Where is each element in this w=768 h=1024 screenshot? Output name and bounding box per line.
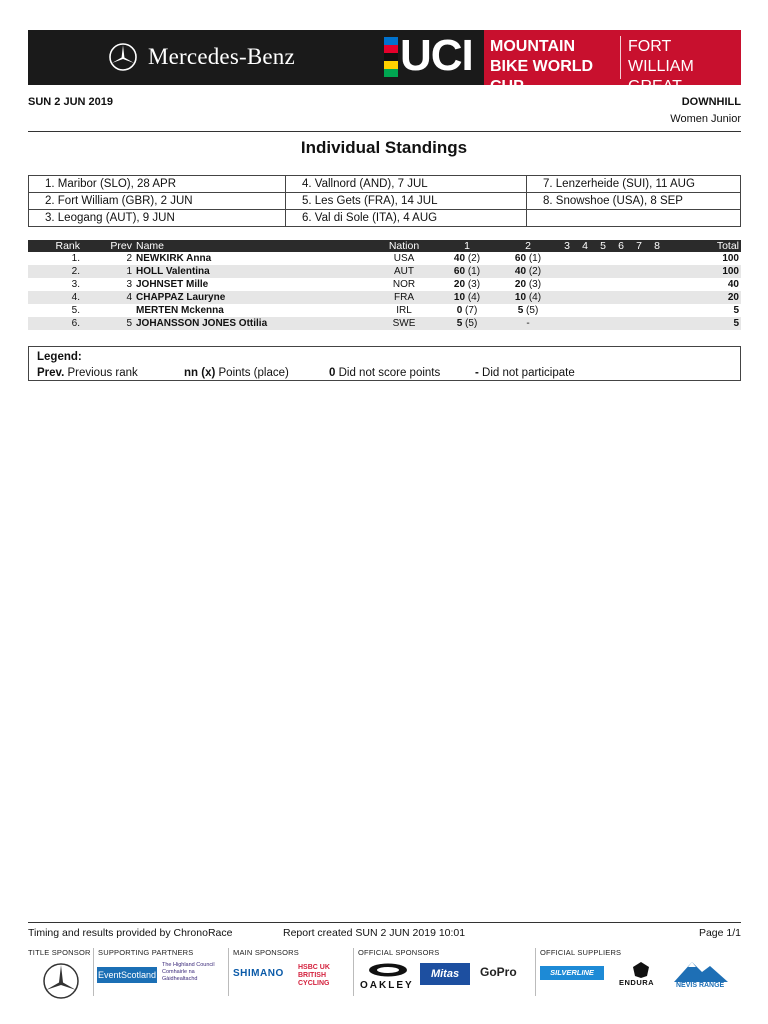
place: (7) [465,305,478,316]
total-points: 100 [722,253,739,264]
events-row [29,176,741,193]
place: (4) [467,292,481,303]
prev-rank: 4 [80,291,132,304]
sponsor-label: OFFICIAL SPONSORS [358,948,440,957]
col-header-round-7: 7 [630,240,648,252]
points: 20 [453,279,466,290]
col-header-round-6: 6 [612,240,630,252]
table-row [28,304,741,317]
total-points: 100 [666,265,741,278]
legend [28,346,741,381]
table-row [28,317,741,330]
sponsor-separator [535,948,536,996]
rider-name: CHAPPAZ Lauryne [132,291,372,304]
nation: IRL [396,305,412,316]
endura-logo: ENDURA [619,978,655,987]
legend-item [475,367,575,379]
event-cell: 8. Snowshoe (USA), 8 SEP [527,193,741,210]
round-1-result [436,278,498,291]
nation: SWE [372,317,436,330]
oakley-logo: OAKLEY [360,980,414,991]
col-header-total: Total [666,240,741,252]
sponsor-label: TITLE SPONSOR [28,948,91,957]
col-header-round-4: 4 [576,240,594,252]
points: 60 [453,266,466,277]
place: (4) [528,292,542,303]
eventscotland-logo: EventScotland [97,967,157,983]
event-cell: 3. Leogang (AUT), 9 JUN [29,210,286,227]
points: 10 [453,292,466,303]
col-header-name: Name [132,240,372,252]
round-1-result [436,265,498,278]
col-header-round-3: 3 [558,240,576,252]
category: Women Junior [670,113,741,125]
place: (3) [528,279,542,290]
total-points: 5 [733,305,739,316]
table-row [28,278,741,291]
divider [28,131,741,132]
venue-title: FORT WILLIAM GREAT BRITAIN [628,38,694,115]
points: 5 [517,305,524,316]
footer-divider [28,922,741,923]
legend-key: nn (x) [184,367,216,379]
nation: USA [393,253,415,264]
place: (2) [467,253,481,264]
sponsor-separator [228,948,229,996]
sponsor-separator [93,948,94,996]
place: (1) [467,266,481,277]
highland-council-logo: The Highland Council Comhairle na Gàidhealtachd [162,962,215,982]
page-title: Individual Standings [300,138,468,157]
table-row [28,265,741,278]
total-points: 5 [666,317,741,330]
rank: 6. [28,317,80,330]
points: - [526,318,530,329]
nation: NOR [392,279,416,290]
uci-rainbow-stripes [384,37,398,77]
legend-text: Did not participate [482,367,575,379]
mercedes-star-logo [108,42,138,72]
sponsor-label: SUPPORTING PARTNERS [98,948,194,957]
legend-key: - [475,367,479,379]
points: 5 [456,318,463,329]
rank: 2. [28,265,80,278]
col-header-round-2: 2 [498,240,558,252]
round-2-result [498,291,558,304]
legend-text: Points (place) [218,367,289,379]
events-table [28,175,741,227]
standings-table [28,240,741,330]
col-header-rank: Rank [28,240,80,252]
rider-name: NEWKIRK Anna [136,253,212,264]
legend-title: Legend: [37,351,82,363]
rank: 3. [71,279,80,290]
standings-header-row [28,240,741,252]
race-date: SUN 2 JUN 2019 [28,96,113,108]
col-header-prev: Prev [80,240,132,252]
report-created: Report created SUN 2 JUN 2019 10:01 [283,927,466,939]
place: (1) [528,253,542,264]
round-2-result [498,252,558,265]
event-cell: 4. Vallnord (AND), 7 JUL [286,176,527,193]
discipline: DOWNHILL [681,96,741,108]
points: 40 [514,266,527,277]
col-header-round-5: 5 [594,240,612,252]
total-points: 40 [727,279,739,290]
rider-name: JOHANSSON JONES Ottilia [132,317,372,330]
silverline-logo: SILVERLINE [540,966,604,980]
rank: 1. [71,253,80,264]
place: (5) [526,305,539,316]
col-header-nation: Nation [372,240,436,252]
total-points: 20 [666,291,741,304]
round-2-result [498,304,558,317]
shimano-logo: SHIMANO [233,968,284,979]
prev-rank: 1 [80,265,132,278]
event-cell: 6. Val di Sole (ITA), 4 AUG [286,210,527,227]
event-cell [527,210,741,227]
legend-key: Prev. [37,367,65,379]
legend-key: 0 [329,367,336,379]
round-1-result [436,252,498,265]
series-title: MOUNTAIN BIKE WORLD CUP [490,38,594,95]
rider-name: JOHNSET Mille [136,279,209,290]
table-row [28,252,741,265]
timing-credit: Timing and results provided by ChronoRace [28,927,233,939]
prev-rank: 5 [80,317,132,330]
oakley-ellipse-icon [367,962,409,978]
legend-item [329,367,440,379]
rider-name: HOLL Valentina [132,265,372,278]
nation: FRA [372,291,436,304]
prev-rank: 3 [126,279,132,290]
place: (3) [467,279,481,290]
sponsor-separator [353,948,354,996]
uci-logo: UCI [400,31,473,80]
points: 0 [456,305,463,316]
prev-rank [80,304,132,317]
legend-text: Did not score points [338,367,441,379]
mercedes-sponsor-logo [40,962,82,1000]
place: (2) [528,266,542,277]
table-row [28,291,741,304]
legend-item [37,367,138,379]
page-number: Page 1/1 [698,927,741,939]
place: (5) [465,318,478,329]
event-cell: 7. Lenzerheide (SUI), 11 AUG [527,176,741,193]
gopro-logo: GoPro [480,965,517,979]
nevis-range-mountain-icon [672,958,730,984]
round-2-result [498,317,558,330]
points: 60 [514,253,527,264]
round-1-result [436,304,498,317]
prev-rank: 2 [126,253,132,264]
british-cycling-logo: HSBC UK BRITISH CYCLING [298,964,330,987]
banner-divider [620,36,621,79]
sponsor-label: OFFICIAL SUPPLIERS [540,948,622,957]
rider-name: MERTEN Mckenna [136,305,224,316]
rank: 5. [71,305,80,316]
event-cell: 2. Fort William (GBR), 2 JUN [29,193,286,210]
round-1-result [436,291,498,304]
sponsor-label: MAIN SPONSORS [233,948,299,957]
events-row [29,210,741,227]
nation: AUT [372,265,436,278]
points: 40 [453,253,466,264]
nevis-range-logo: NEVIS RANGE [676,982,725,989]
endura-emblem-icon [632,961,650,979]
points: 10 [514,292,527,303]
round-1-result [436,317,498,330]
legend-text: Previous rank [67,367,138,379]
round-2-result [498,265,558,278]
col-header-round-8: 8 [648,240,666,252]
event-cell: 5. Les Gets (FRA), 14 JUL [286,193,527,210]
mitas-logo: Mitas [420,963,470,985]
col-header-round-1: 1 [436,240,498,252]
event-cell: 1. Maribor (SLO), 28 APR [29,176,286,193]
title-sponsor-name: Mercedes-Benz [148,44,295,69]
legend-item [184,367,289,379]
rank: 4. [28,291,80,304]
points: 20 [514,279,527,290]
events-row [29,193,741,210]
round-2-result [498,278,558,291]
